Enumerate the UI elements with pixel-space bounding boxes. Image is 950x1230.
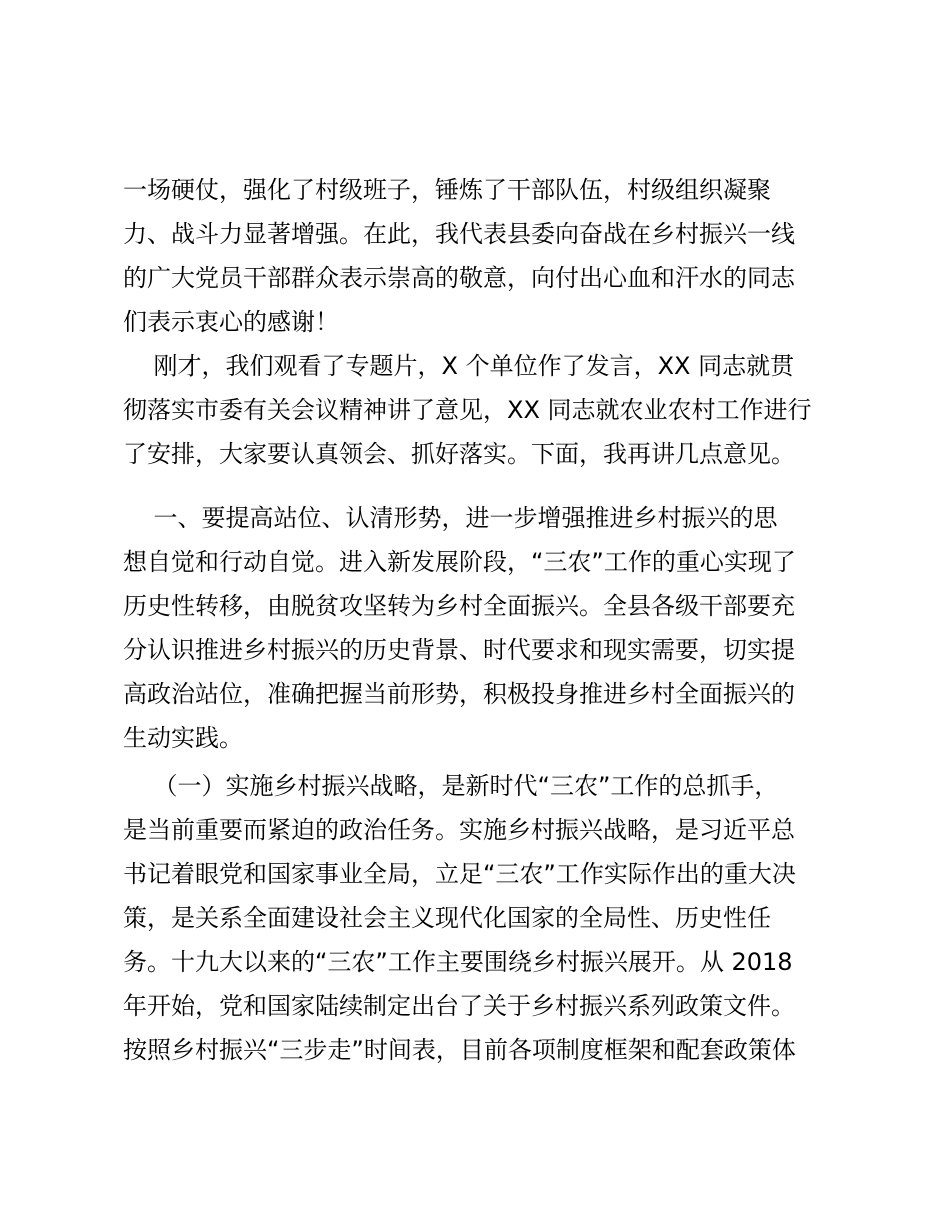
paragraph-line: 生动实践。 — [123, 724, 243, 752]
paragraph-line: 想自觉和行动自觉。进入新发展阶段，“三农”工作的重心实现了 — [123, 548, 796, 576]
paragraph-line: 书记着眼党和国家事业全局，立足“三农”工作实际作出的重大决 — [123, 860, 796, 888]
paragraph-line: 历史性转移，由脱贫攻坚转为乡村全面振兴。全县各级干部要充 — [123, 592, 795, 620]
paragraph-line: 年开始，党和国家陆续制定出台了关于乡村振兴系列政策文件。 — [123, 992, 795, 1020]
paragraph-line: 一场硬仗，强化了村级班子，锤炼了干部队伍，村级组织凝聚 — [123, 176, 771, 204]
section-heading-line: 一、要提高站位、认清形势，进一步增强推进乡村振兴的思 — [123, 504, 778, 532]
paragraph-line: 按照乡村振兴“三步走”时间表，目前各项制度框架和配套政策体 — [123, 1036, 796, 1064]
paragraph-line: 务。十九大以来的“三农”工作主要围绕乡村振兴展开。从 2018 — [123, 948, 793, 976]
paragraph-line: 刚才，我们观看了专题片，X 个单位作了发言，XX 同志就贯 — [123, 352, 795, 380]
paragraph-line: 的广大党员干部群众表示崇高的敬意，向付出心血和汗水的同志 — [123, 264, 795, 292]
paragraph-line: 了安排，大家要认真领会、抓好落实。下面，我再讲几点意见。 — [123, 440, 795, 468]
paragraph-line: 彻落实市委有关会议精神讲了意见，XX 同志就农业农村工作进行 — [123, 396, 812, 424]
paragraph-line: 是当前重要而紧迫的政治任务。实施乡村振兴战略，是习近平总 — [123, 816, 795, 844]
subsection-heading-line: （一）实施乡村振兴战略，是新时代“三农”工作的总抓手， — [123, 772, 779, 800]
paragraph-line: 们表示衷心的感谢！ — [123, 308, 339, 336]
paragraph-line: 力、战斗力显著增强。在此，我代表县委向奋战在乡村振兴一线 — [123, 220, 795, 248]
paragraph-line: 高政治站位，准确把握当前形势，积极投身推进乡村全面振兴的 — [123, 680, 795, 708]
paragraph-line: 策，是关系全面建设社会主义现代化国家的全局性、历史性任 — [123, 904, 771, 932]
paragraph-line: 分认识推进乡村振兴的历史背景、时代要求和现实需要，切实提 — [123, 636, 795, 664]
